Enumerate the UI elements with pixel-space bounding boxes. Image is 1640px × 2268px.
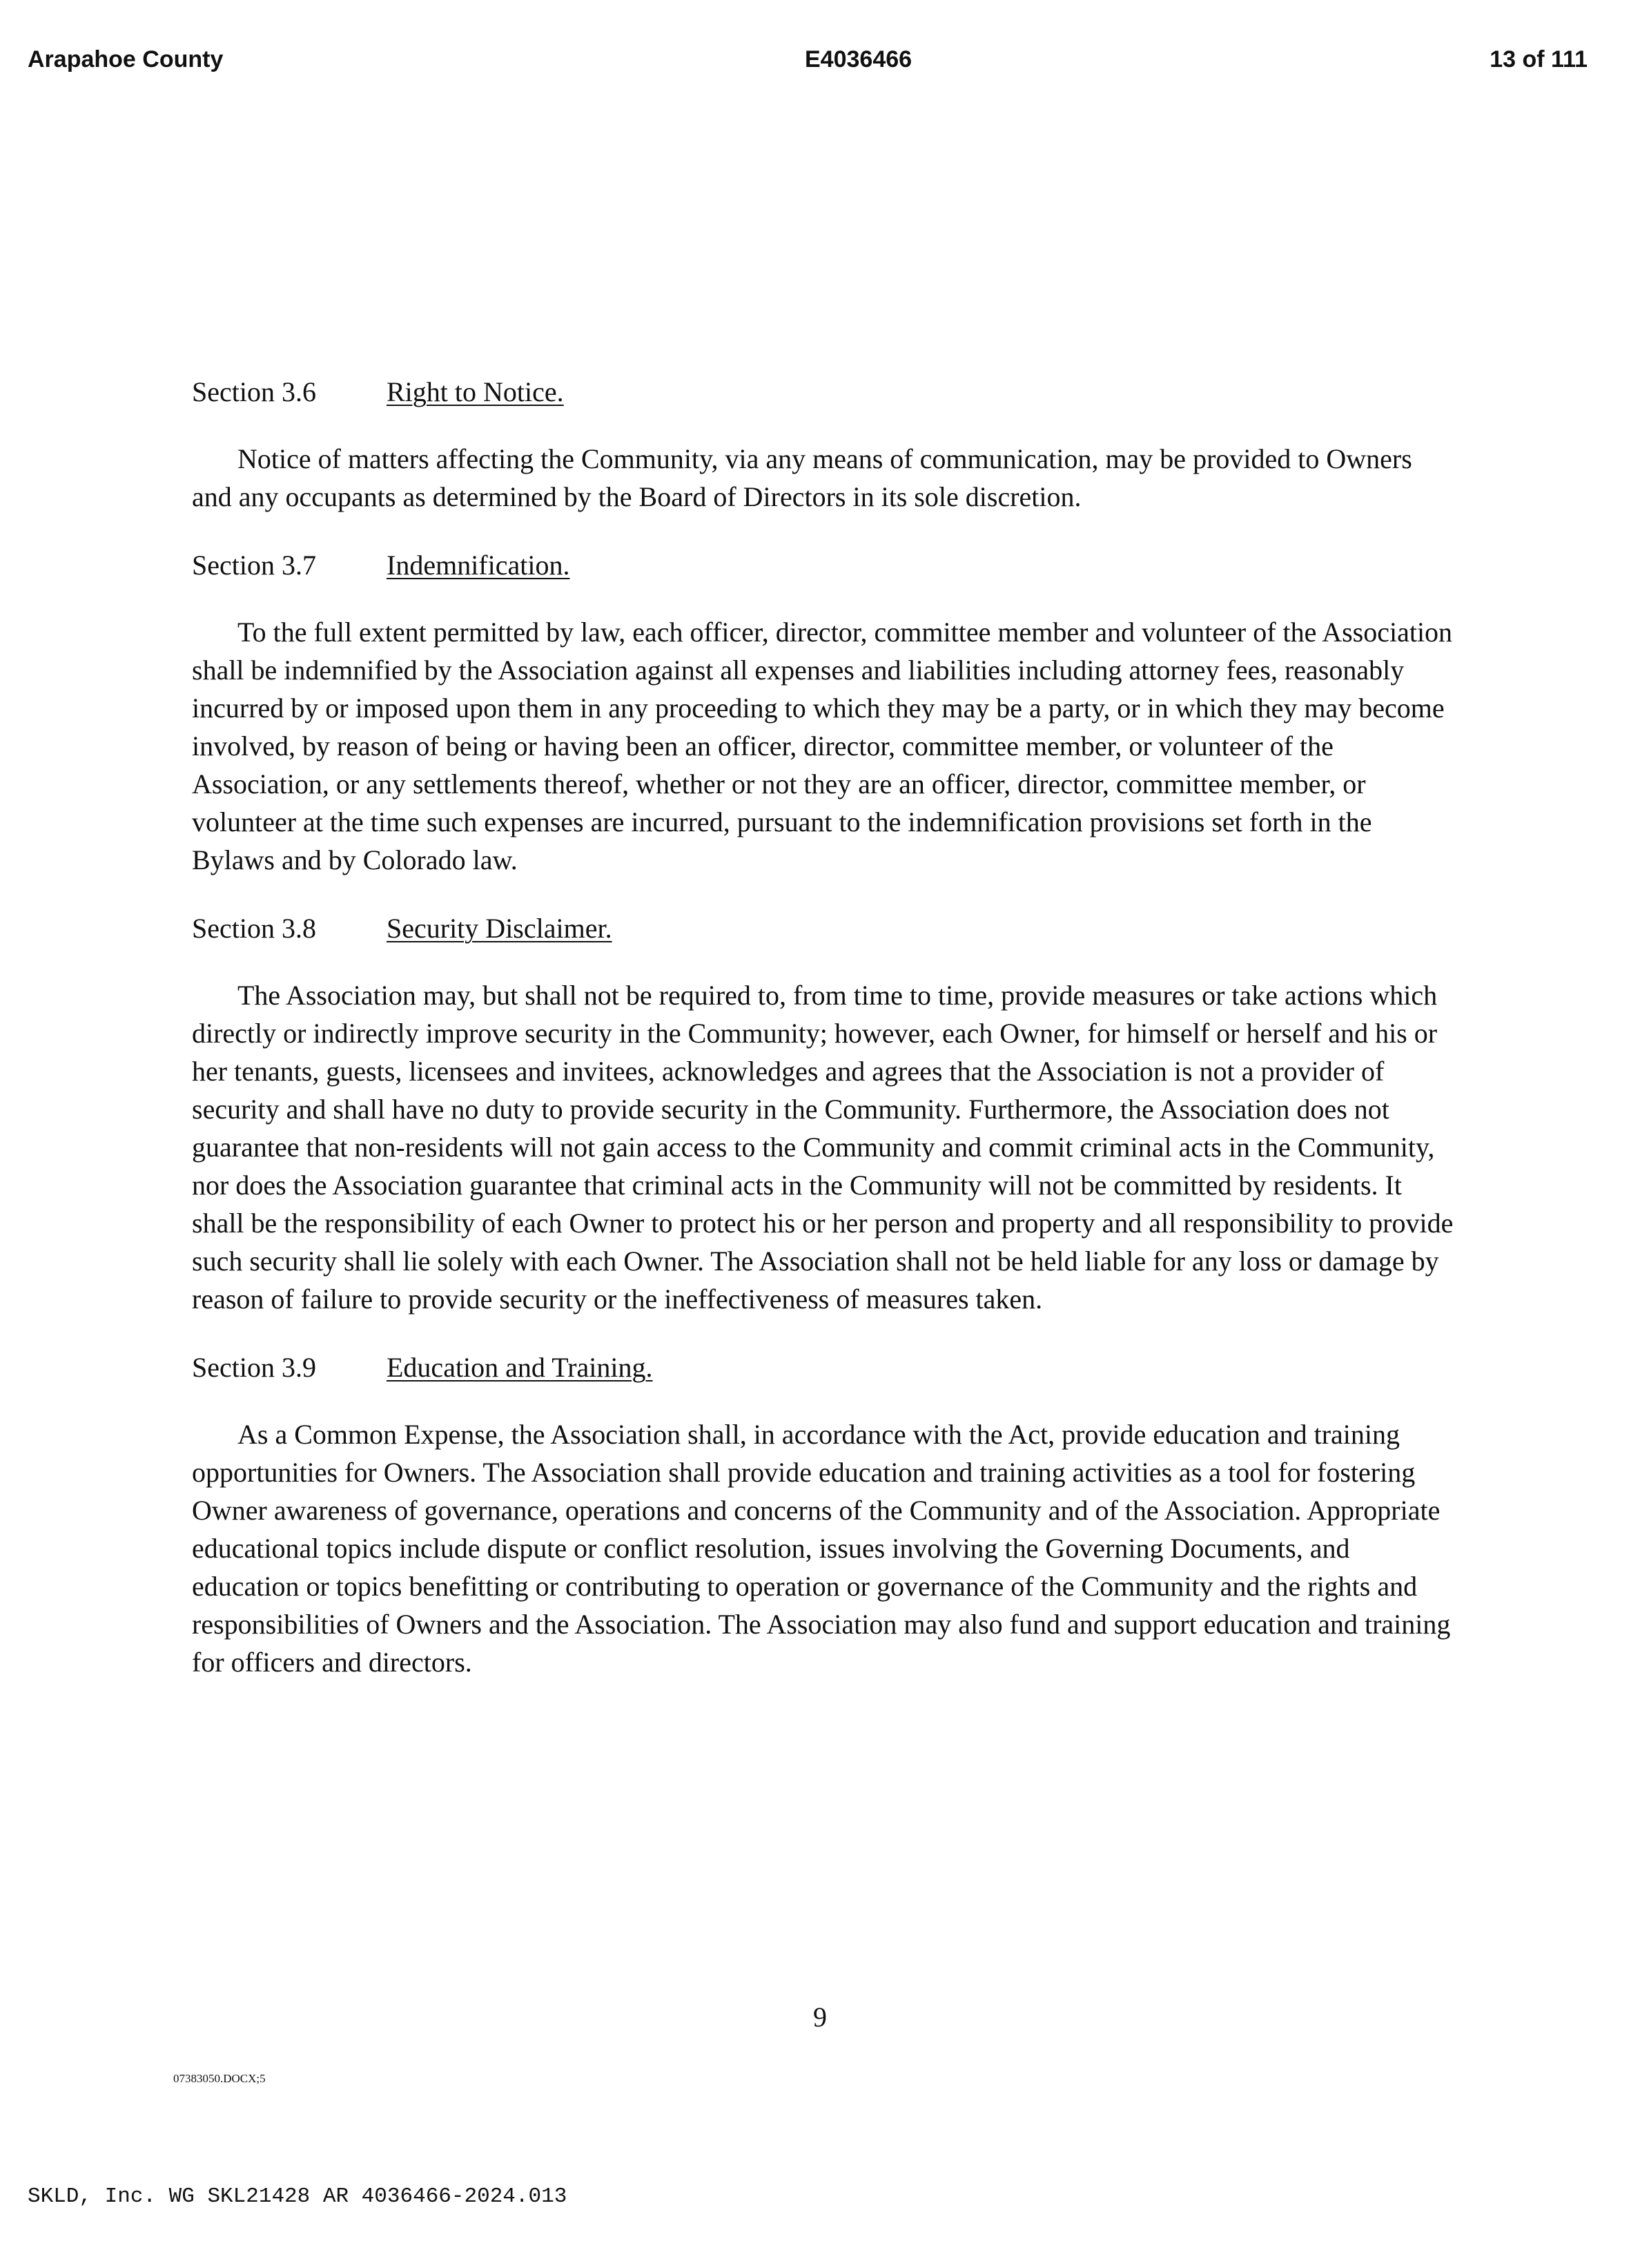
document-body [192,373,1455,1712]
section-number: Section 3.7 [192,550,316,581]
section-heading-3-8 [192,909,1455,947]
recording-stamp: SKLD, Inc. WG SKL21428 AR 4036466-2024.013 [28,2184,567,2209]
reception-number: E4036466 [805,46,912,72]
section-paragraph: Notice of matters affecting the Community, via any means of communication, may be provided to Owners and any occupants as determined by the Board of Directors in its sole discretion. [192,443,1412,512]
section-heading-3-6 [192,373,1455,411]
section-paragraph: The Association may, but shall not be required to, from time to time, provide measures or take actions which directly or indirectly improve security in the Community; however, each Owner, for himself or herself and his or her tenants, guests, licensees and invitees, acknowledges and agrees that the Association is not a provider of security and shall have no duty to provide security in the Community. Furthermore, the Association does not guarantee that non-residents will not gain access to the Community and commit criminal acts in the Community, nor does the Association guarantee that criminal acts in the Community will not be committed by residents. It shall be the responsibility of each Owner to protect his or her person and property and all responsibility to provide such security shall lie solely with each Owner. The Association shall not be held liable for any loss or damage by reason of failure to provide security or the ineffectiveness of measures taken. [192,980,1454,1315]
section-heading-3-7 [192,546,1455,584]
section-title: Right to Notice. [387,376,564,407]
section-number: Section 3.8 [192,913,316,944]
section-number: Section 3.9 [192,1352,316,1383]
page-number: 9 [813,2002,827,2033]
section-paragraph: To the full extent permitted by law, each officer, director, committee member and volunteer of the Association shall be indemnified by the Association against all expenses and liabilities including attorney fees, reasonably incurred by or imposed upon them in any proceeding to which they may be a party, or in which they may become involved, by reason of being or having been an officer, director, committee member, or volunteer of the Association, or any settlements thereof, whether or not they are an officer, director, committee member, or volunteer at the time such expenses are incurred, pursuant to the indemnification provisions set forth in the Bylaws and by Colorado law. [192,617,1453,875]
section-heading-3-9 [192,1348,1455,1386]
section-title: Indemnification. [387,550,570,581]
section-title: Education and Training. [387,1352,653,1383]
document-code: 07383050.DOCX;5 [173,2072,266,2085]
county-name: Arapahoe County [28,46,224,72]
page-count: 13 of 111 [1490,46,1588,72]
section-title: Security Disclaimer. [387,913,612,944]
section-number: Section 3.6 [192,376,316,407]
section-paragraph: As a Common Expense, the Association shall, in accordance with the Act, provide education and training opportunities for Owners. The Association shall provide education and training activities as a tool for fostering Owner awareness of governance, operations and concerns of the Community and of the Association. Appropriate educational topics include dispute or conflict resolution, issues involving the Governing Documents, and education or topics benefitting or contributing to operation or governance of the Community and the rights and responsibilities of Owners and the Association. The Association may also fund and support education and training for officers and directors. [192,1419,1451,1678]
